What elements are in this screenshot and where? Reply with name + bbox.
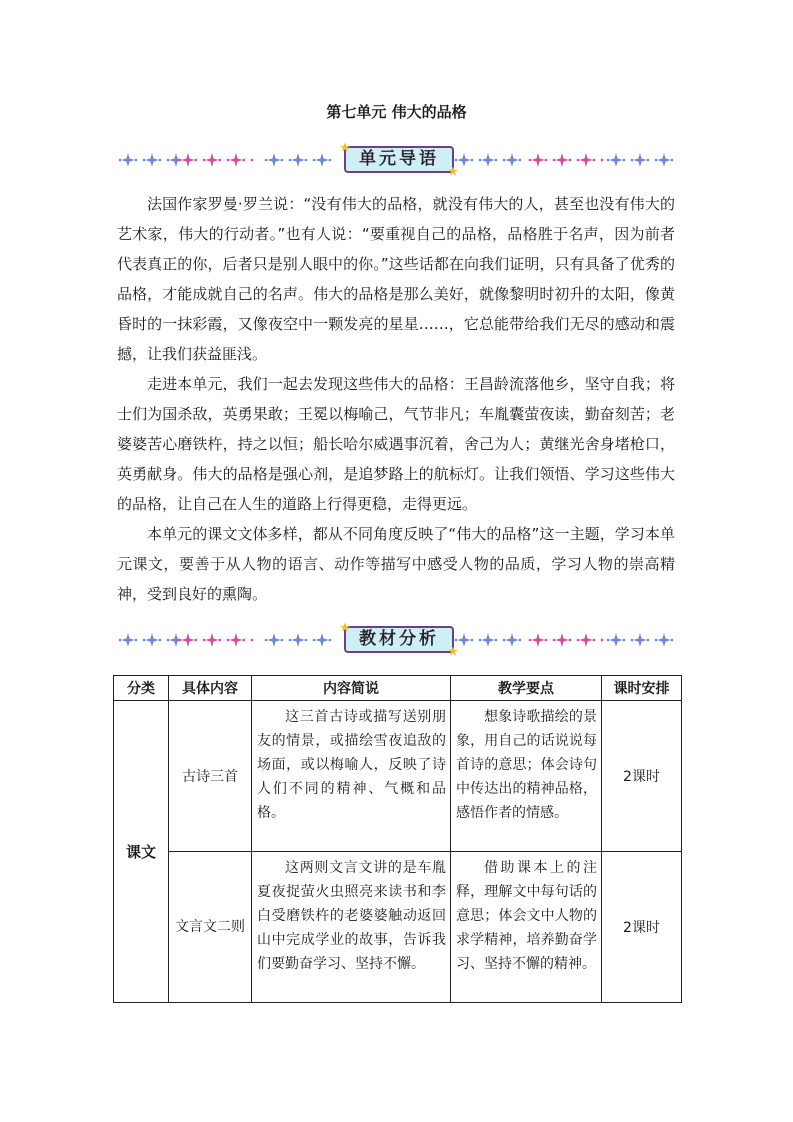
sparkle-dot: [203, 639, 206, 642]
points-cell: 想象诗歌描绘的景象，用自己的话说说每首诗的意思；体会诗句中传达出的精神品格，感悟作者的情感。: [451, 701, 602, 852]
sparkle-icon: [505, 633, 519, 647]
sparkle-dot: [251, 159, 254, 162]
paragraph-1: 法国作家罗曼·罗兰说：“没有伟大的品格，就没有伟大的人，甚至也没有伟大的艺术家，伟大的行动者。”也有人说：“要重视自己的品格，品格胜于名声，因为前者代表真正的你，后者只是别人眼中的你。”这些话都在向我们证明，只有具备了优秀的品格，才能成就自己的名声。伟大的品格是那么美好，就像黎明时初升的太阳，像黄昏时的一抹彩霞，又像夜空中一颗发亮的星星……，它总能带给我们无尽的感动和震撼，让我们获益匪浅。: [117, 195, 675, 363]
sparkle-dot: [479, 159, 482, 162]
sparkle-dot: [601, 159, 604, 162]
sparkle-dot: [495, 639, 498, 642]
page-title: 第七单元 伟大的品格: [326, 103, 467, 121]
sparkle-dot: [631, 159, 634, 162]
sparkle-dot: [601, 639, 604, 642]
sparkle-dot: [167, 159, 170, 162]
paragraph-3: 本单元的课文文体多样，都从不同角度反映了“伟大的品格”这一主题，学习本单元课文，要善于从人物的语言、动作等描写中感受人物的品质，学习人物的崇高精神，受到良好的熏陶。: [117, 525, 675, 603]
summary-cell: 这两则文言文讲的是车胤夏夜捉萤火虫照亮来读书和李白受磨铁杵的老婆婆触动返回山中完成学业的故事，告诉我们要勤奋学习、坚持不懈。: [252, 852, 451, 1003]
sparkle-dot: [471, 639, 474, 642]
sparkle-icon: [229, 153, 243, 167]
header-category: 分类: [114, 676, 169, 701]
sparkle-icon: [531, 633, 545, 647]
sparkle-dot: [227, 159, 230, 162]
hours-cell: 2课时: [602, 852, 682, 1003]
sparkle-dot: [623, 639, 626, 642]
content-cell: 文言文二则: [169, 852, 252, 1003]
sparkle-dot: [455, 159, 458, 162]
sparkle-dot: [135, 639, 138, 642]
sparkle-icon: [555, 153, 569, 167]
sparkle-dot: [135, 159, 138, 162]
sparkle-dot: [167, 639, 170, 642]
sparkle-dot: [529, 159, 532, 162]
summary-cell: 这三首古诗或描写送别朋友的情景，或描绘雪夜追敌的场面，或以梅喻人，反映了诗人们不同的精神、气概和品格。: [252, 701, 451, 852]
sparkle-icon: [481, 633, 495, 647]
sparkle-dot: [195, 639, 198, 642]
sparkle-dot: [577, 159, 580, 162]
sparkle-icon: [505, 153, 519, 167]
star-icon: ★: [340, 621, 350, 634]
sparkle-dot: [289, 159, 292, 162]
sparkle-dot: [569, 159, 572, 162]
sparkle-icon: [315, 633, 329, 647]
sparkle-dot: [519, 159, 522, 162]
table-header-row: [114, 676, 682, 701]
sparkle-dot: [569, 639, 572, 642]
sparkle-icon: [657, 633, 671, 647]
sparkle-dot: [495, 159, 498, 162]
analysis-table: [113, 675, 682, 1003]
sparkle-dot: [647, 639, 650, 642]
sparkle-icon: [633, 153, 647, 167]
sparkle-dot: [243, 159, 246, 162]
sparkle-dot: [529, 639, 532, 642]
sparkle-dot: [159, 159, 162, 162]
sparkle-dot: [195, 159, 198, 162]
sparkle-icon: [315, 153, 329, 167]
sparkle-icon: [657, 153, 671, 167]
sparkle-dot: [553, 639, 556, 642]
sparkle-dot: [313, 159, 316, 162]
sparkle-dot: [671, 159, 674, 162]
sparkle-dot: [545, 159, 548, 162]
sparkle-dot: [265, 159, 268, 162]
sparkle-dot: [143, 159, 146, 162]
star-icon: ★: [340, 141, 350, 154]
header-hours: 课时安排: [602, 676, 682, 701]
header-content: 具体内容: [169, 676, 252, 701]
sparkle-icon: [579, 153, 593, 167]
sparkle-icon: [531, 153, 545, 167]
sparkle-dot: [503, 639, 506, 642]
sparkle-dot: [227, 639, 230, 642]
sparkle-dot: [289, 639, 292, 642]
points-cell: 借助课本上的注释，理解文中每句话的意思；体会文中人物的求学精神，培养勤奋学习、坚持不懈的精神。: [451, 852, 602, 1003]
sparkle-dot: [143, 639, 146, 642]
sparkle-dot: [219, 159, 222, 162]
sparkle-dot: [655, 159, 658, 162]
sparkle-dot: [329, 639, 332, 642]
sparkle-icon: [181, 153, 195, 167]
sparkle-icon: [121, 153, 135, 167]
category-cell: 课文: [114, 701, 169, 1003]
header-summary: 内容简说: [252, 676, 451, 701]
sparkle-dot: [519, 639, 522, 642]
table-row: [114, 852, 682, 1003]
sparkle-dot: [631, 639, 634, 642]
banner-text: 单元导语: [359, 149, 439, 169]
sparkle-dot: [503, 159, 506, 162]
sparkle-icon: [457, 633, 471, 647]
sparkle-icon: [205, 633, 219, 647]
sparkle-icon: [267, 633, 281, 647]
sparkle-dot: [251, 639, 254, 642]
sparkle-dot: [577, 639, 580, 642]
hours-cell: 2课时: [602, 701, 682, 852]
sparkle-dot: [265, 639, 268, 642]
sparkle-icon: [481, 153, 495, 167]
sparkle-icon: [291, 633, 305, 647]
sparkle-dot: [329, 159, 332, 162]
sparkle-dot: [281, 159, 284, 162]
sparkle-icon: [457, 153, 471, 167]
banner-text: 教材分析: [359, 629, 439, 649]
sparkle-dot: [281, 639, 284, 642]
sparkle-dot: [305, 639, 308, 642]
sparkle-dot: [671, 639, 674, 642]
sparkle-icon: [145, 633, 159, 647]
sparkle-icon: [205, 153, 219, 167]
sparkle-icon: [121, 633, 135, 647]
sparkle-dot: [647, 159, 650, 162]
sparkle-dot: [471, 159, 474, 162]
sparkle-icon: [145, 153, 159, 167]
sparkle-dot: [119, 639, 122, 642]
sparkle-dot: [203, 159, 206, 162]
star-icon: ★: [448, 165, 458, 178]
sparkle-dot: [655, 639, 658, 642]
sparkle-dot: [593, 639, 596, 642]
sparkle-dot: [455, 639, 458, 642]
banner-analysis: [116, 621, 676, 658]
sparkle-dot: [313, 639, 316, 642]
sparkle-icon: [609, 633, 623, 647]
banner-intro: [116, 141, 676, 178]
sparkle-icon: [181, 633, 195, 647]
sparkle-icon: [267, 153, 281, 167]
star-icon: ★: [448, 645, 458, 658]
content-cell: 古诗三首: [169, 701, 252, 852]
sparkle-dot: [305, 159, 308, 162]
sparkle-icon: [291, 153, 305, 167]
sparkle-icon: [555, 633, 569, 647]
sparkle-icon: [633, 633, 647, 647]
sparkle-icon: [609, 153, 623, 167]
sparkle-dot: [607, 639, 610, 642]
sparkle-dot: [479, 639, 482, 642]
banner-intro-label: [340, 141, 458, 178]
sparkle-dot: [607, 159, 610, 162]
sparkle-dot: [593, 159, 596, 162]
sparkle-dot: [243, 639, 246, 642]
sparkle-dot: [119, 159, 122, 162]
table-row: [114, 701, 682, 852]
sparkle-dot: [545, 639, 548, 642]
sparkle-dot: [553, 159, 556, 162]
header-points: 教学要点: [451, 676, 602, 701]
sparkle-icon: [229, 633, 243, 647]
paragraph-2: 走进本单元，我们一起去发现这些伟大的品格：王昌龄流落他乡，坚守自我；将士们为国杀敌，英勇果敢；王冕以梅喻己，气节非凡；车胤囊萤夜读，勤奋刻苦；老婆婆苦心磨铁杵，持之以恒；船长哈尔威遇事沉着，舍己为人；黄继光舍身堵枪口，英勇献身。伟大的品格是强心剂，是追梦路上的航标灯。让我们领悟、学习这些伟大的品格，让自己在人生的道路上行得更稳，走得更远。: [117, 375, 675, 513]
sparkle-dot: [159, 639, 162, 642]
sparkle-dot: [179, 159, 182, 162]
sparkle-dot: [623, 159, 626, 162]
sparkle-icon: [579, 633, 593, 647]
banner-analysis-label: [340, 621, 458, 658]
sparkle-dot: [179, 639, 182, 642]
sparkle-dot: [219, 639, 222, 642]
